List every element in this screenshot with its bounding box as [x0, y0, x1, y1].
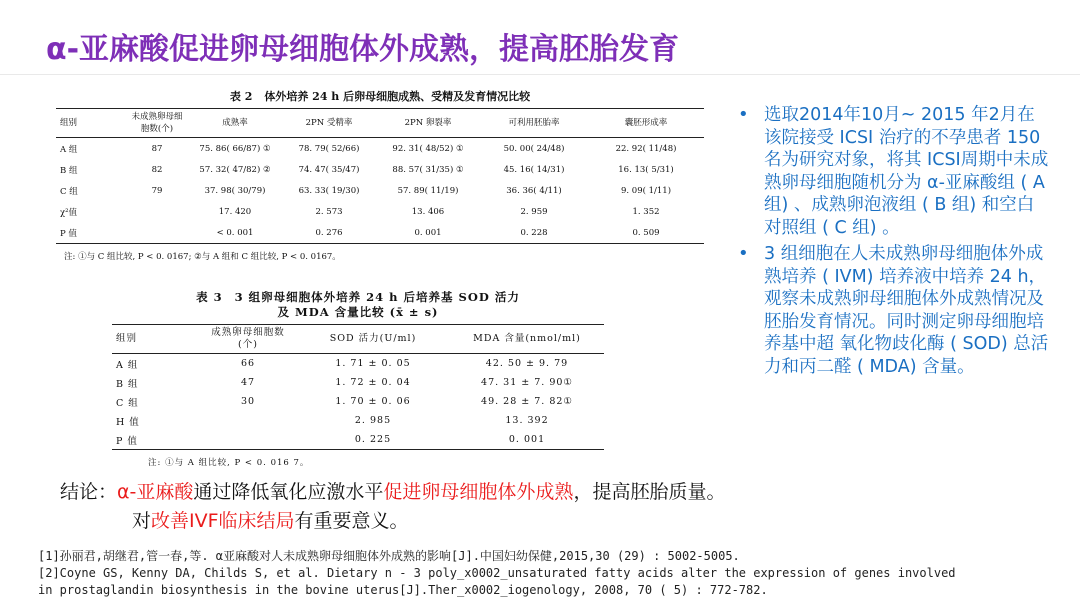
table-cell: 63. 33( 19/30): [298, 185, 360, 196]
table-cell: < 0. 001: [188, 222, 282, 244]
table-cell: 57. 89( 11/19): [397, 185, 459, 196]
conclusion-text: 有重要意义。: [294, 510, 409, 532]
table-3-caption-line2: 及 MDA 含量比较 (x̄ ± s): [277, 305, 439, 319]
table-cell: 47. 31 ± 7. 90①: [481, 377, 573, 388]
table-cell: 66: [240, 358, 256, 369]
table-3-header-cell: 成熟卵母细胞数(个): [200, 325, 296, 354]
table-cell: A 组: [60, 144, 78, 155]
table-cell: B 组: [60, 165, 78, 176]
conclusion-line-2: [60, 507, 725, 536]
table-3-header-cell: 组别: [112, 325, 200, 354]
table-2-caption-text: 体外培养 24 h 后卵母细胞成熟、受精及发育情况比较: [264, 90, 531, 103]
table-row: [56, 138, 704, 160]
references: [38, 548, 1068, 599]
slide-title: α-亚麻酸促进卵母细胞体外成熟，提高胚胎发育: [46, 32, 680, 67]
table-cell: C 组: [60, 186, 78, 197]
table-3-caption: [112, 290, 604, 320]
table-3-caption-number: 表 3: [196, 290, 223, 304]
table-3-grid: [112, 324, 604, 450]
table-cell: 0. 001: [450, 430, 604, 450]
table-cell: 37. 98( 30/79): [204, 185, 266, 196]
table-row: [56, 180, 704, 201]
table-cell: 0. 225: [296, 430, 450, 450]
table-cell: 49. 28 ± 7. 82①: [481, 396, 573, 407]
reference-line: in prostaglandin biosynthesis in the bovine uterus[J].Ther_x0002_iogenology, 2008, 70 ( 5) : 772-782.: [38, 583, 768, 597]
bullet-text: 选取2014年10月~ 2015 年2月在该院接受 ICSI 治疗的不孕患者 150 名为研究对象，将其 ICSI周期中未成熟卵母细胞随机分为 α-亚麻酸组 ( A 组) 、成熟卵泡液组 ( B 组) 和空白对照组 ( C 组) 。: [764, 105, 1049, 238]
table-2-header-cell: 2PN 卵裂率: [376, 109, 480, 138]
table-cell: χ²值: [60, 207, 78, 218]
table-row: [112, 354, 604, 374]
table-2-header-cell: 成熟率: [188, 109, 282, 138]
conclusion-highlight: α-亚麻酸: [117, 481, 194, 503]
table-3-caption-line1: 3 组卵母细胞体外培养 24 h 后培养基 SOD 活力: [234, 290, 520, 304]
table-cell: 45. 16( 14/31): [503, 164, 565, 175]
conclusion-highlight: 促进卵母细胞体外成熟: [383, 481, 574, 503]
table-2-caption-number: 表 2: [229, 90, 253, 103]
table-cell: 82: [151, 164, 163, 175]
table-cell: 30: [240, 396, 256, 407]
summary-bullets: [738, 104, 1050, 382]
table-cell: 36. 36( 4/11): [506, 185, 562, 196]
table-row: [112, 411, 604, 430]
table-cell: 92. 31( 48/52) ①: [392, 143, 464, 154]
table-2-header-cell: 未成熟卵母细胞数(个): [126, 109, 188, 138]
table-3-header-cell: MDA 含量(nmol/ml): [450, 325, 604, 354]
table-cell: 2. 573: [315, 206, 343, 217]
table-2-note: 注: ①与 C 组比较, P < 0. 0167; ②与 A 组和 C 组比较, P < 0. 0167。: [64, 252, 341, 262]
conclusion-highlight: 改善IVF临床结局: [151, 510, 295, 532]
conclusion-label: 结论：: [60, 481, 118, 503]
table-cell: [200, 430, 296, 450]
table-3-header-row: [112, 325, 604, 354]
table-cell: 57. 32( 47/82) ②: [199, 164, 271, 175]
table-cell: 0. 509: [588, 222, 704, 244]
table-cell: P 值: [112, 430, 200, 450]
table-cell: 2. 959: [520, 206, 548, 217]
bullet-dot-icon: •: [738, 104, 749, 125]
table-cell: A 组: [116, 359, 139, 371]
table-cell: 87: [151, 143, 163, 154]
bullet-text: 3 组细胞在人未成熟卵母细胞体外成熟培养 ( IVM) 培养液中培养 24 h，观察未成熟卵母细胞体外成熟情况及胚胎发育情况。同时测定卵母细胞培养基中超 氧化物歧化酶 ( SOD) 总活力和丙二醛 ( MDA) 含量。: [764, 244, 1049, 377]
table-2: [56, 88, 704, 262]
bullet-item: [738, 104, 1050, 239]
table-cell: 13. 392: [505, 415, 549, 426]
table-cell: 79: [151, 185, 163, 196]
table-cell: 47: [240, 377, 256, 388]
table-cell: 88. 57( 31/35) ①: [392, 164, 464, 175]
conclusion: [60, 478, 725, 536]
reference-line: [1]孙丽君,胡继君,管一春,等. α亚麻酸对人未成熟卵母细胞体外成熟的影响[J].中国妇幼保健,2015,30 (29) : 5002-5005.: [38, 549, 740, 563]
table-2-header-cell: 2PN 受精率: [282, 109, 376, 138]
table-row: [112, 392, 604, 411]
table-cell: B 组: [116, 378, 139, 390]
bullet-item: [738, 243, 1050, 378]
conclusion-text: 通过降低氧化应激水平: [193, 481, 384, 503]
table-2-header-cell: 囊胚形成率: [588, 109, 704, 138]
table-cell: [200, 411, 296, 430]
table-2-caption: [56, 88, 704, 104]
table-cell: 74. 47( 35/47): [298, 164, 360, 175]
table-cell: 13. 406: [411, 206, 445, 217]
table-row: [56, 201, 704, 222]
table-3-note: 注: ①与 A 组比较, P < 0. 016 7。: [148, 458, 310, 468]
table-cell: 1. 352: [632, 206, 660, 217]
table-cell: 22. 92( 11/48): [615, 143, 677, 154]
table-cell: 0. 276: [282, 222, 376, 244]
table-cell: 1. 71 ± 0. 05: [335, 358, 411, 369]
table-row: [56, 159, 704, 180]
table-cell: [126, 222, 188, 244]
table-2-header-cell: 可利用胚胎率: [480, 109, 588, 138]
table-2-header-cell: 组别: [56, 109, 126, 138]
reference-line: [2]Coyne GS, Kenny DA, Childs S, et al. Dietary n - 3 poly_x0002_unsaturated fatty acids alter the expression of genes involved: [38, 566, 956, 580]
table-cell: 0. 001: [376, 222, 480, 244]
table-cell: 50. 00( 24/48): [503, 143, 565, 154]
table-cell: 17. 420: [218, 206, 252, 217]
table-cell: [126, 201, 188, 222]
table-cell: 9. 09( 1/11): [620, 185, 672, 196]
table-3: [112, 290, 604, 468]
table-cell: C 组: [116, 397, 139, 409]
table-cell: 75. 86( 66/87) ①: [199, 143, 271, 154]
table-2-header-row: [56, 109, 704, 138]
table-2-grid: [56, 108, 704, 244]
table-cell: 1. 72 ± 0. 04: [335, 377, 411, 388]
table-row: [112, 373, 604, 392]
table-cell: H 值: [116, 416, 140, 428]
title-divider: [0, 74, 1080, 75]
conclusion-text: ，提高胚胎质量。: [573, 481, 726, 503]
table-row: [56, 222, 704, 244]
table-3-header-cell: SOD 活力(U/ml): [296, 325, 450, 354]
table-cell: 0. 228: [480, 222, 588, 244]
table-cell: 78. 79( 52/66): [298, 143, 360, 154]
conclusion-text: 对: [132, 510, 152, 532]
table-cell: 42. 50 ± 9. 79: [485, 358, 569, 369]
conclusion-line-1: [60, 478, 725, 507]
bullet-dot-icon: •: [738, 243, 749, 264]
table-cell: 2. 985: [354, 415, 392, 426]
table-cell: 1. 70 ± 0. 06: [335, 396, 411, 407]
table-row: [112, 430, 604, 450]
table-cell: P 值: [56, 222, 126, 244]
table-cell: 16. 13( 5/31): [618, 164, 674, 175]
